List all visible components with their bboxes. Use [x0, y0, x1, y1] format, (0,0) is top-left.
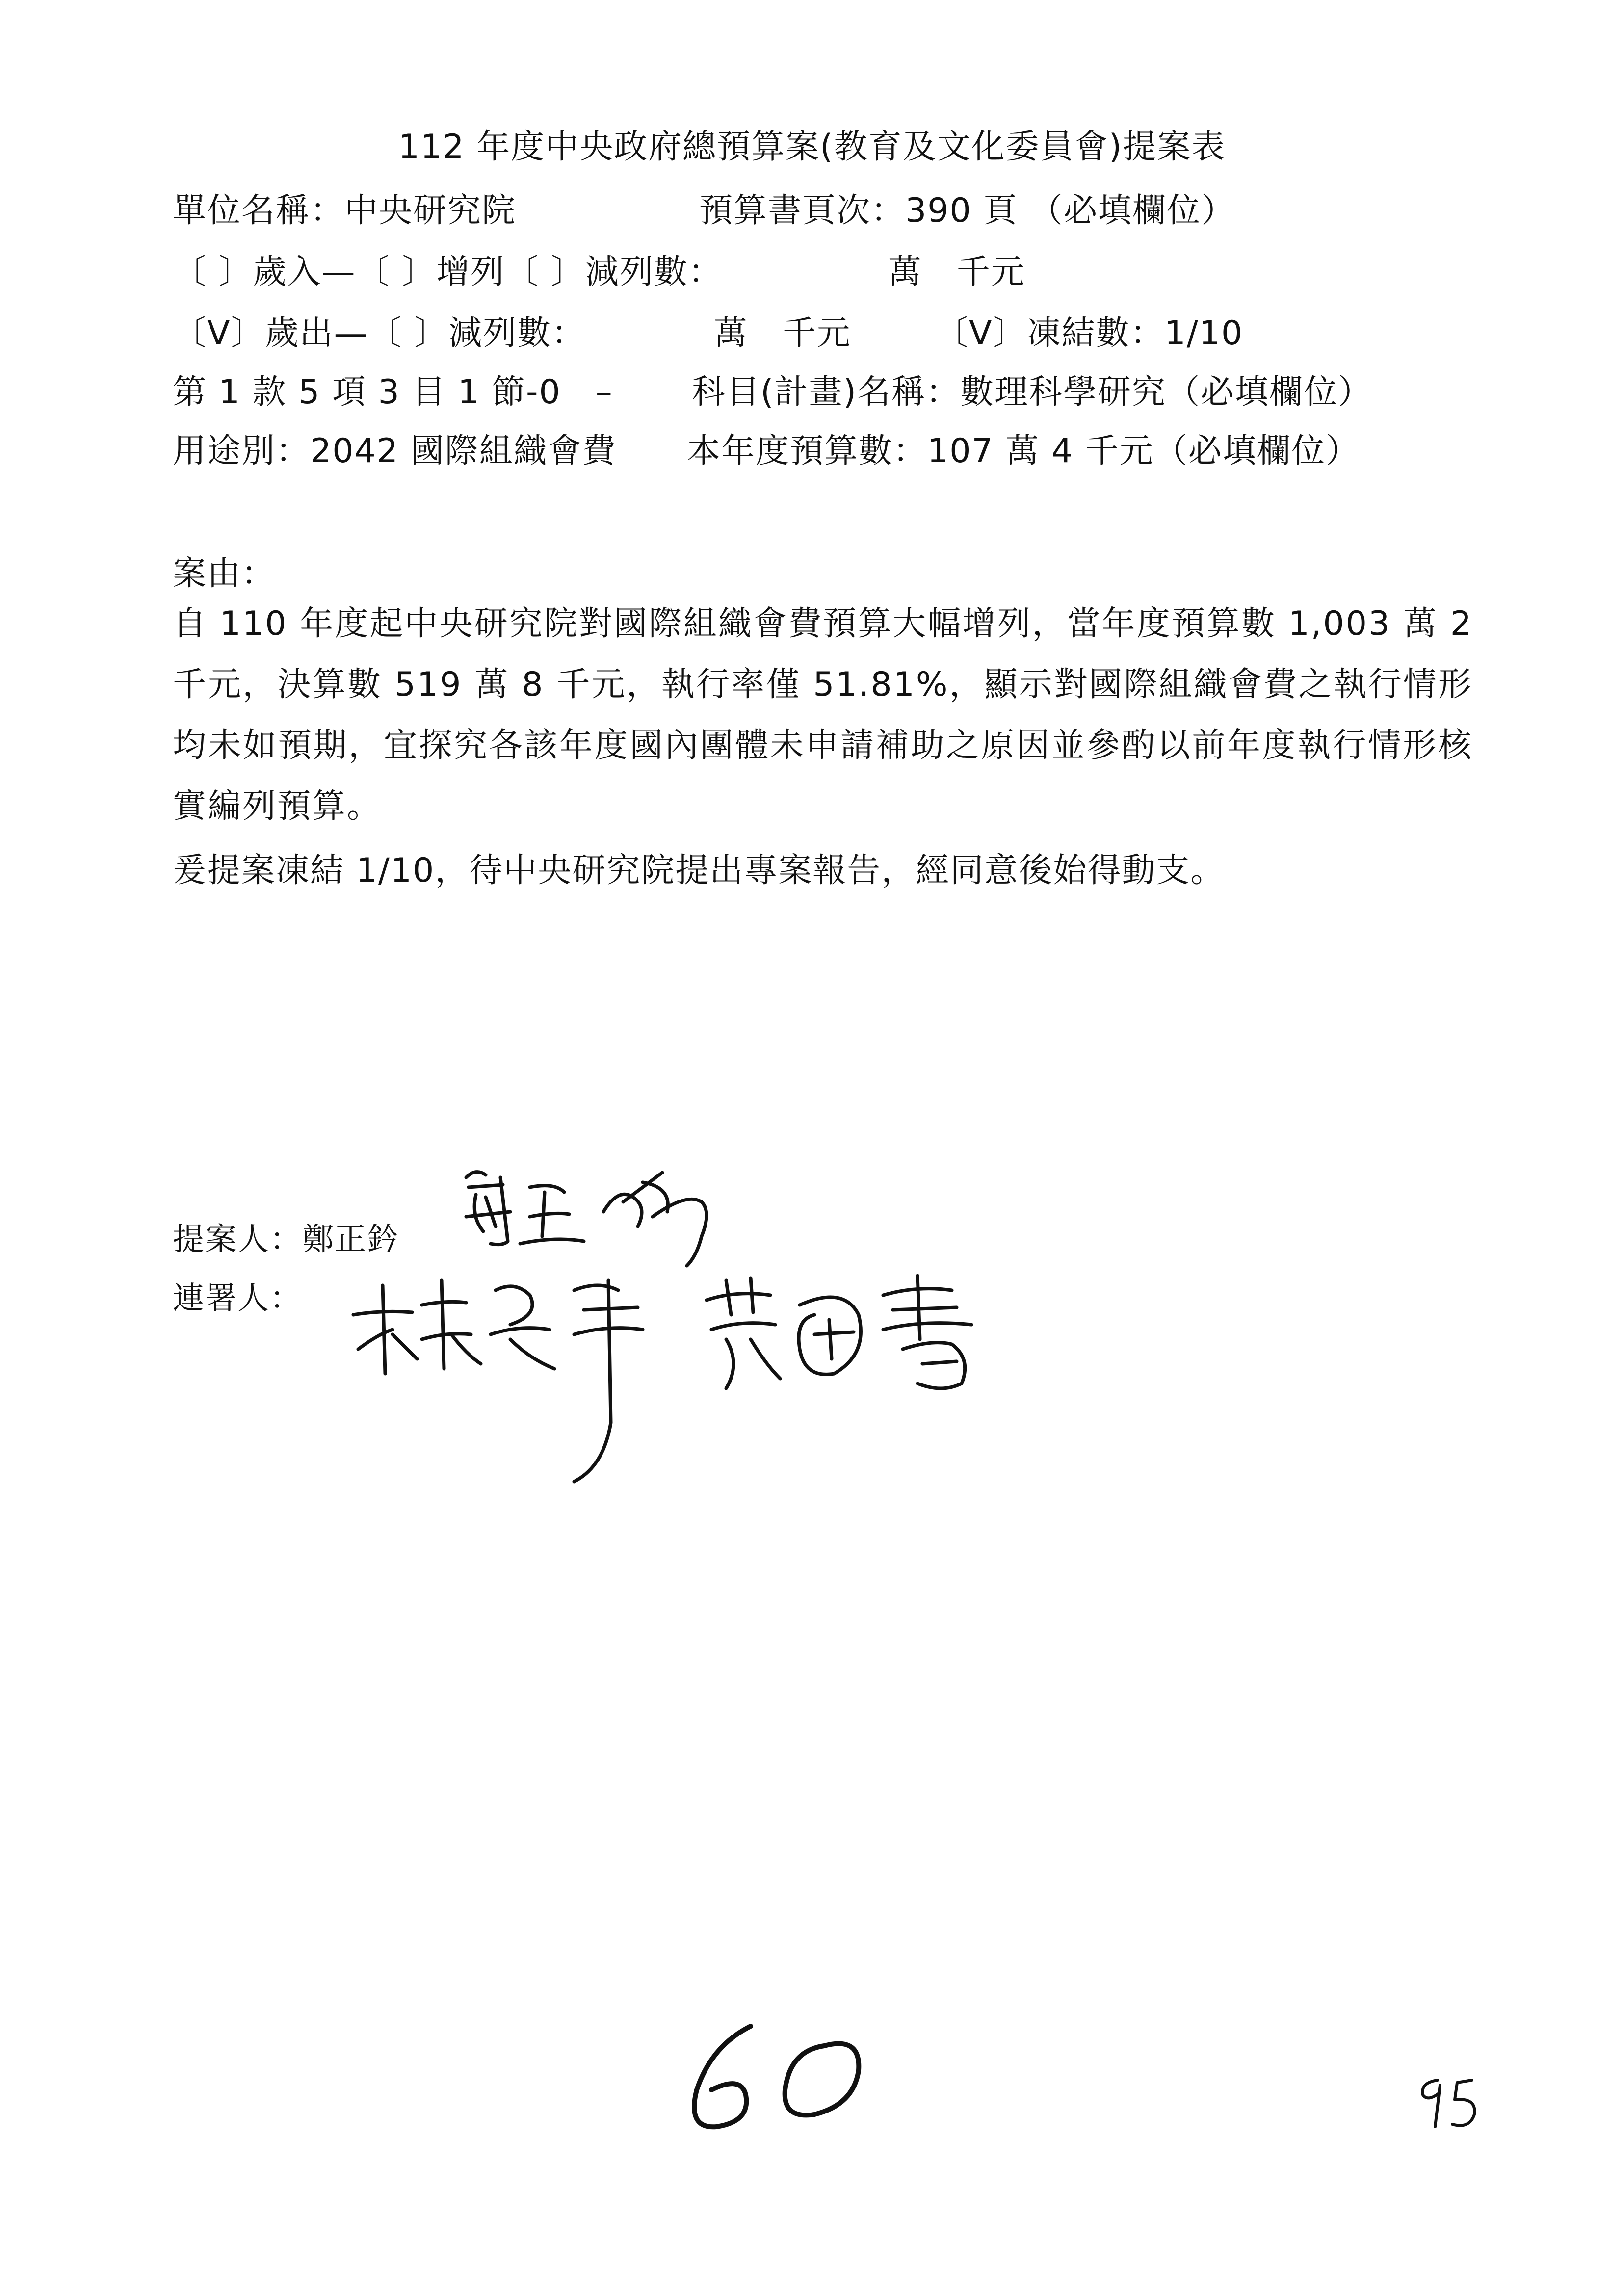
handwritten-page-number: [1413, 2070, 1487, 2139]
handwritten-number: [677, 2016, 893, 2139]
document-title: 112 年度中央政府總預算案(教育及文化委員會)提案表: [398, 128, 1226, 166]
usage-category: 用途別：2042 國際組織會費: [173, 432, 617, 470]
expenditure-amount: 萬 千元: [714, 314, 852, 353]
cosigner-signature-1: [343, 1261, 667, 1491]
cosigner-label: 連署人：: [173, 1280, 302, 1317]
budget-page-reference: 預算書頁次：390 頁 （必填欄位）: [699, 191, 1236, 230]
reason-heading: 案由：: [173, 554, 276, 593]
unit-name: 單位名稱：中央研究院: [173, 191, 517, 230]
revenue-line: 〔 〕歲入—〔 〕增列〔 〕減列數：: [173, 253, 723, 291]
budget-item: 第 1 款 5 項 3 目 1 節-0 –: [173, 373, 613, 412]
reason-conclusion: 爰提案凍結 1/10，待中央研究院提出專案報告，經同意後始得動支。: [173, 851, 1225, 890]
freeze-amount: 〔V〕凍結數：1/10: [935, 314, 1244, 353]
cosigner-signature-2: [697, 1266, 1021, 1408]
subject-name: 科目(計畫)名稱：數理科學研究（必填欄位）: [692, 373, 1373, 412]
revenue-amount: 萬 千元: [888, 253, 1026, 291]
expenditure-line: 〔V〕歲出—〔 〕減列數：: [173, 314, 586, 353]
proposer-label: 提案人：鄭正鈐: [173, 1222, 399, 1258]
reason-body: 自 110 年度起中央研究院對國際組織會費預算大幅增列，當年度預算數 1,003 萬 2 千元，決算數 519 萬 8 千元，執行率僅 51.81%，顯示對國際組織會費之執行情形均未如預期，宜探究各該年度國內團體未申請補助之原因並參酌以前年度執行情形核實編列預算。: [173, 604, 1473, 826]
annual-budget: 本年度預算數：107 萬 4 千元（必填欄位）: [687, 432, 1360, 470]
